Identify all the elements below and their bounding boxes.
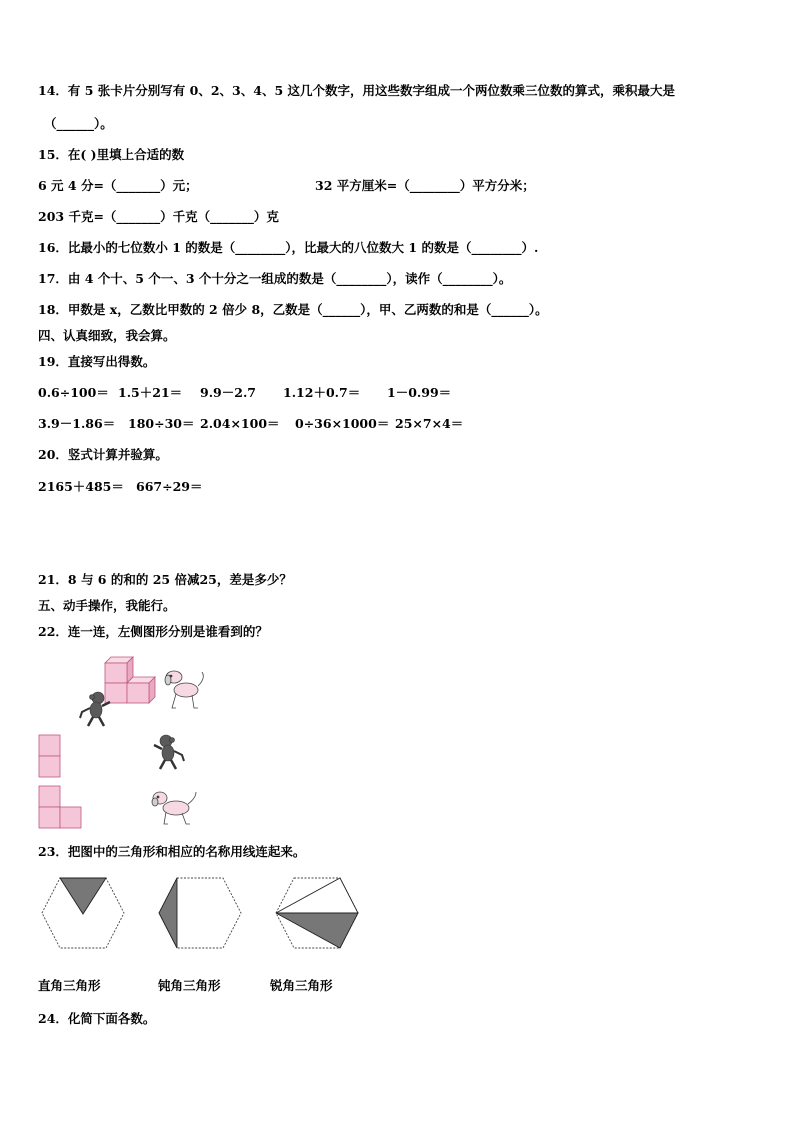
dog-option-icon [150,788,200,828]
q19-r2-c4: 0÷36×1000＝ [295,416,390,431]
q15-c: 203 千克=（_______）千克（_______）克 [38,209,279,224]
q14-line2: （______）。 [44,116,113,131]
q17: 17．由 4 个十、5 个一、3 个十分之一组成的数是（________），读作（________）。 [38,271,512,286]
q24-title: 24．化简下面各数。 [38,1011,156,1026]
q20-item-2: 667÷29＝ [136,479,203,494]
q19-title: 19．直接写出得数。 [38,354,156,369]
q19-r2-c2: 180÷30＝ [128,416,195,431]
q23-title: 23．把图中的三角形和相应的名称用线连起来。 [38,844,306,859]
q15-a: 6 元 4 分=（_______）元； [38,178,198,193]
q19-r1-c5: 1－0.99＝ [387,385,452,400]
q19-r1-c2: 1.5＋21＝ [118,385,183,400]
dog-icon [162,668,208,714]
q15-title: 15．在( )里填上合适的数 [38,147,185,162]
q15-b: 32 平方厘米=（________）平方分米； [315,178,535,193]
hexagon-figure-2 [157,876,243,950]
view-l-shape [38,785,84,829]
hexagon-figure-3 [274,876,360,950]
q20-title: 20．竖式计算并验算。 [38,447,168,462]
label-acute-triangle: 锐角三角形 [270,978,333,993]
section-4-heading: 四、认真细致，我会算。 [38,328,176,343]
q19-r2-c1: 3.9－1.86＝ [38,416,116,431]
q14-line1: 14．有 5 张卡片分别写有 0、2、3、4、5 这几个数字，用这些数字组成一个两位数乘三位数的算式，乘积最大是 [38,83,675,98]
q19-r1-c1: 0.6÷100＝ [38,385,109,400]
q19-r2-c5: 25×7×4＝ [395,416,464,431]
monkey-icon [78,690,114,730]
q19-r2-c3: 2.04×100＝ [200,416,280,431]
q22-title: 22．连一连，左侧图形分别是谁看到的？ [38,624,268,639]
q21: 21．8 与 6 的和的 25 倍减25，差是多少？ [38,572,292,587]
q19-r1-c3: 9.9－2.7 [200,385,256,400]
q19-r1-c4: 1.12＋0.7＝ [283,385,361,400]
q20-item-1: 2165＋485＝ [38,479,124,494]
q16: 16．比最小的七位数小 1 的数是（________），比最大的八位数大 1 的数是（________）. [38,240,539,255]
label-obtuse-triangle: 钝角三角形 [158,978,221,993]
view-two-stacked-squares [38,734,62,778]
hexagon-figure-1 [40,876,126,950]
monkey-option-icon [150,733,186,773]
label-right-triangle: 直角三角形 [38,978,101,993]
section-5-heading: 五、动手操作，我能行。 [38,598,176,613]
q18: 18．甲数是 x，乙数比甲数的 2 倍少 8，乙数是（______），甲、乙两数的和是（______）。 [38,302,548,317]
